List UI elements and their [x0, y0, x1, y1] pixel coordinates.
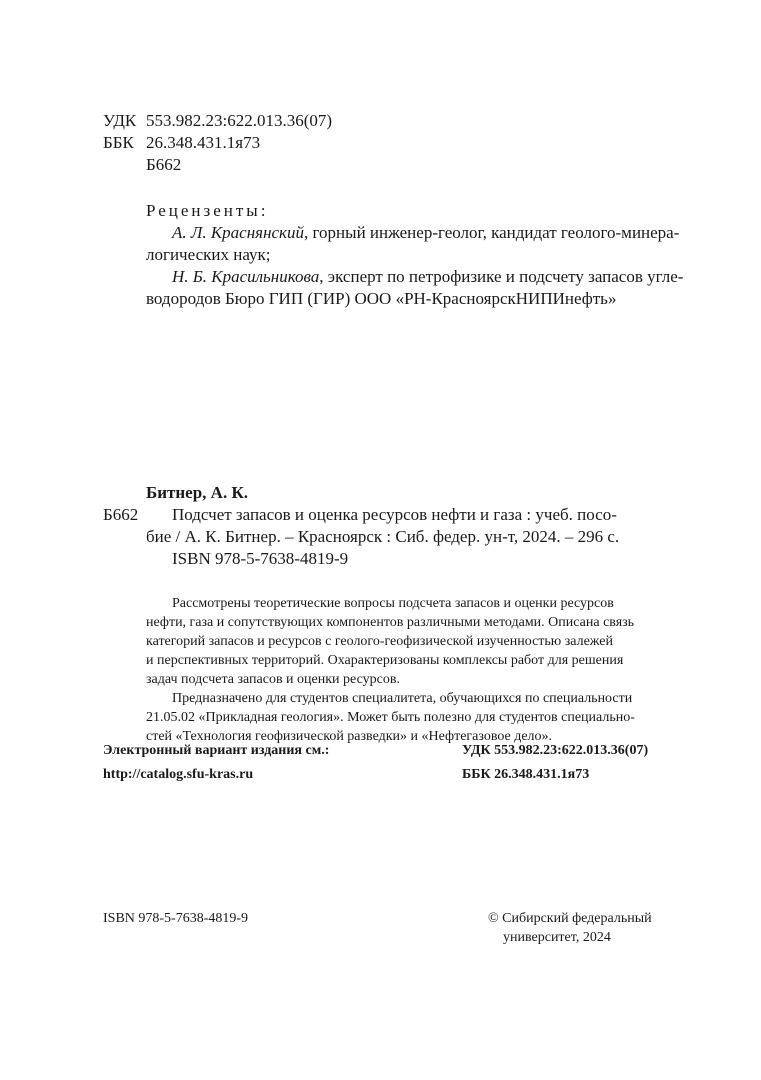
reviewer-2-cont: водородов Бюро ГИП (ГИР) ООО «РН-КрасноярскНИПИнефть»	[146, 289, 617, 308]
abstract-line: Рассмотрены теоретические вопросы подсчета запасов и оценки ресурсов	[172, 596, 614, 611]
abstract-line: стей «Технология геофизической разведки» и «Нефтегазовое дело».	[146, 729, 553, 744]
abstract-line: и перспективных территорий. Охарактеризованы комплексы работ для решения	[146, 653, 624, 668]
abstract-line: категорий запасов и ресурсов с геолого-геофизической изученностью залежей	[146, 634, 614, 649]
abstract-line: нефти, газа и сопутствующих компонентов различными методами. Описана связь	[146, 615, 635, 630]
bbk-label: ББК	[103, 133, 134, 152]
copyright-line-2: университет, 2024	[503, 930, 611, 945]
reviewer-1	[172, 222, 679, 243]
reviewer-2-name: Н. Б. Красильникова	[172, 267, 320, 286]
reviewer-1-name: А. Л. Краснянский	[172, 223, 304, 242]
bib-isbn: ISBN 978-5-7638-4819-9	[172, 549, 349, 568]
electronic-label: Электронный вариант издания см.:	[103, 743, 330, 758]
reviewer-1-cont: логических наук;	[146, 245, 271, 264]
bib-line-1: Подсчет запасов и оценка ресурсов нефти и газа : учеб. посо-	[172, 505, 617, 524]
catalog-link[interactable]: http://catalog.sfu-kras.ru	[103, 767, 254, 782]
udk-label: УДК	[103, 111, 137, 130]
bib-line-2: бие / А. К. Битнер. – Красноярск : Сиб. федер. ун-т, 2024. – 296 с.	[146, 527, 620, 546]
reviewer-2	[172, 266, 683, 287]
footer-isbn: ISBN 978-5-7638-4819-9	[103, 911, 249, 926]
copyright-line-1: © Сибирский федеральный	[488, 911, 652, 926]
reviewer-2-text: , эксперт по петрофизике и подсчету запасов угле-	[319, 267, 684, 286]
author-sign: Б662	[146, 155, 182, 174]
electronic-bbk: ББК 26.348.431.1я73	[462, 767, 590, 782]
udk-value: 553.982.23:622.013.36(07)	[146, 111, 333, 130]
bib-author: Битнер, А. К.	[146, 483, 249, 502]
abstract-line: 21.05.02 «Прикладная геология». Может быть полезно для студентов специально-	[146, 710, 635, 725]
reviewer-1-text: , горный инженер-геолог, кандидат геолого-минера-	[304, 223, 680, 242]
bbk-value: 26.348.431.1я73	[146, 133, 261, 152]
abstract-line: задач подсчета запасов и оценки ресурсов.	[146, 672, 400, 687]
bib-sign: Б662	[103, 505, 139, 524]
abstract-line: Предназначено для студентов специалитета, обучающихся по специальности	[172, 691, 633, 706]
electronic-udk: УДК 553.982.23:622.013.36(07)	[462, 743, 649, 758]
reviewers-heading: Рецензенты:	[146, 201, 269, 220]
